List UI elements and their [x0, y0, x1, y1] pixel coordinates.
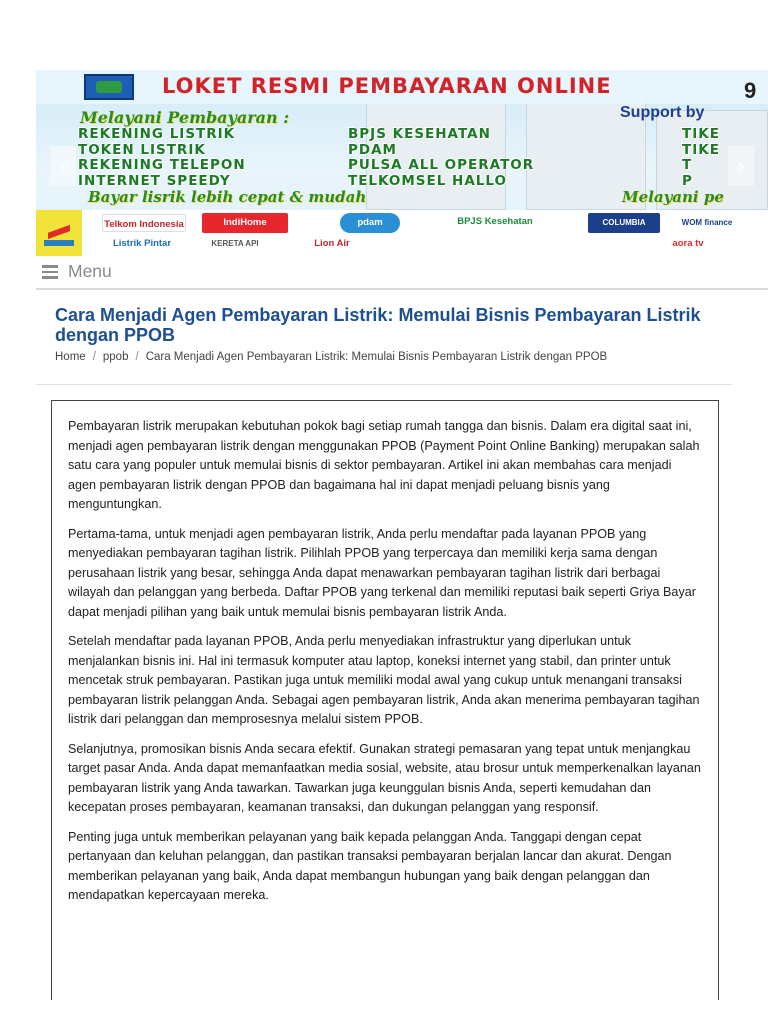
pln-logo — [36, 210, 82, 256]
banner-services-col3 — [682, 127, 720, 189]
breadcrumb-current: Cara Menjadi Agen Pembayaran Listrik: Memulai Bisnis Pembayaran Listrik dengan PPOB — [145, 351, 608, 363]
partner-logo: aora tv — [648, 234, 728, 254]
service-item: REKENING LISTRIK — [78, 126, 236, 142]
partner-logo: COLUMBIA — [588, 213, 660, 233]
page-title: Cara Menjadi Agen Pembayaran Listrik: Memulai Bisnis Pembayaran Listrik dengan PPOB — [55, 305, 701, 345]
header-banner[interactable] — [36, 70, 768, 256]
service-item: TOKEN LISTRIK — [78, 141, 206, 158]
slider-prev-button[interactable] — [50, 146, 76, 186]
service-item: TIKE — [682, 126, 720, 142]
chevron-right-icon: › — [737, 153, 745, 178]
breadcrumb-home-link[interactable]: Home — [55, 351, 86, 363]
hamburger-icon — [42, 265, 58, 279]
service-item: TELKOMSEL HALLO — [348, 172, 507, 189]
banner-services-col2 — [348, 127, 534, 189]
partner-logo: Listrik Pintar — [102, 234, 182, 254]
service-item: PULSA ALL OPERATOR — [348, 157, 535, 173]
article-paragraph: Selanjutnya, promosikan bisnis Anda secara efektif. Gunakan strategi pemasaran yang tepat untuk menjangkau target pasar Anda. Anda dapat memanfaatkan media sosial, website, atau brosur untuk memperkenalkan layanan pembayaran listrik yang Anda tawarkan. Tawarkan juga keunggulan bisnis Anda, seperti kemudahan dan kecepatan proses pembayaran, keamanan transaksi, dan dukungan pelanggan yang responsif. — [68, 741, 701, 814]
banner-title: LOKET RESMI PEMBAYARAN ONLINE — [162, 74, 612, 98]
breadcrumb-separator: / — [135, 351, 139, 363]
service-item: REKENING TELEPON — [78, 157, 246, 173]
breadcrumb-category-link[interactable]: ppob — [102, 351, 129, 363]
partner-logo: IndiHome — [202, 213, 288, 233]
partner-logo: pdam — [340, 213, 400, 233]
partner-logo: KERETA API — [192, 234, 278, 254]
breadcrumb-separator: / — [92, 351, 96, 363]
article-body — [51, 400, 719, 1000]
banner-logo — [84, 74, 134, 100]
article-paragraph: Pembayaran listrik merupakan kebutuhan pokok bagi setiap rumah tangga dan bisnis. Dalam era digital saat ini, menjadi agen pembayaran listrik dengan menggunakan PPOB (Payment Point Online Banking) merupakan salah satu cara yang populer untuk memulai bisnis di sektor pembayaran. Artikel ini akan membahas cara menjadi agen pembayaran listrik dengan PPOB dan bagaimana hal ini dapat menjadi peluang bisnis yang menguntungkan. — [68, 419, 700, 511]
banner-title-fragment: 9 — [744, 78, 757, 103]
menu-label: Menu — [68, 261, 112, 281]
partner-logo: WOM finance — [670, 213, 744, 233]
service-item: TIKE — [682, 141, 720, 158]
partner-logos-strip — [36, 210, 768, 256]
partner-logo: Lion Air — [290, 234, 374, 254]
article-paragraph: Pertama-tama, untuk menjadi agen pembayaran listrik, Anda perlu mendaftar pada layanan PPOB yang menyediakan pembayaran tagihan listrik. Pilihlah PPOB yang terpercaya dan memiliki kerja sama dengan perusahaan listrik yang besar, sehingga Anda dapat menawarkan pembayaran tagihan listrik dari berbagai wilayah dan pelanggan yang berbeda. Daftar PPOB yang terkenal dan memiliki reputasi baik seperti Griya Bayar dapat menjadi pilihan yang baik untuk memulai bisnis pembayaran listrik Anda. — [68, 526, 696, 619]
article-paragraph: Setelah mendaftar pada layanan PPOB, Anda perlu menyediakan infrastruktur yang diperlukan untuk menjalankan bisnis ini. Hal ini termasuk komputer atau laptop, koneksi internet yang stabil, dan printer untuk mencetak struk pembayaran. Pastikan juga untuk memiliki modal awal yang cukup untuk menangani transaksi pembayaran listrik pelanggan Anda. Sebagai agen pembayaran listrik, Anda akan menerima pembayaran tagihan listrik dari pelanggan dan memprosesnya melalui sistem PPOB. — [68, 634, 700, 726]
breadcrumb — [55, 351, 607, 363]
banner-serving-label: Melayani Pembayaran : — [80, 108, 290, 127]
service-item: T — [682, 157, 693, 173]
service-item: PDAM — [348, 141, 397, 158]
partner-logo: BPJS Kesehatan — [414, 212, 576, 234]
partner-logo: Telkom Indonesia — [102, 214, 186, 232]
banner-services-col1 — [78, 127, 246, 189]
service-item: INTERNET SPEEDY — [78, 172, 231, 189]
chevron-left-icon: ‹ — [59, 153, 67, 178]
divider — [36, 384, 732, 385]
banner-tagline-right: Melayani pe — [622, 188, 724, 206]
article-paragraph: Penting juga untuk memberikan pelayanan yang baik kepada pelanggan Anda. Tanggapi dengan cepat pertanyaan dan keluhan pelanggan, dan pastikan transaksi pembayaran berjalan lancar dan akurat. Dengan memberikan pelayanan yang baik, Anda dapat membangun hubungan yang baik dengan pelanggan dan mendapatkan kepercayaan mereka. — [68, 829, 672, 902]
banner-tagline: Bayar lisrik lebih cepat & mudah — [88, 188, 367, 206]
menu-toggle[interactable] — [36, 256, 768, 290]
banner-support-text: Support by — [620, 104, 705, 121]
service-item: P — [682, 172, 693, 189]
slider-next-button[interactable] — [728, 146, 754, 186]
service-item: BPJS KESEHATAN — [348, 126, 491, 142]
